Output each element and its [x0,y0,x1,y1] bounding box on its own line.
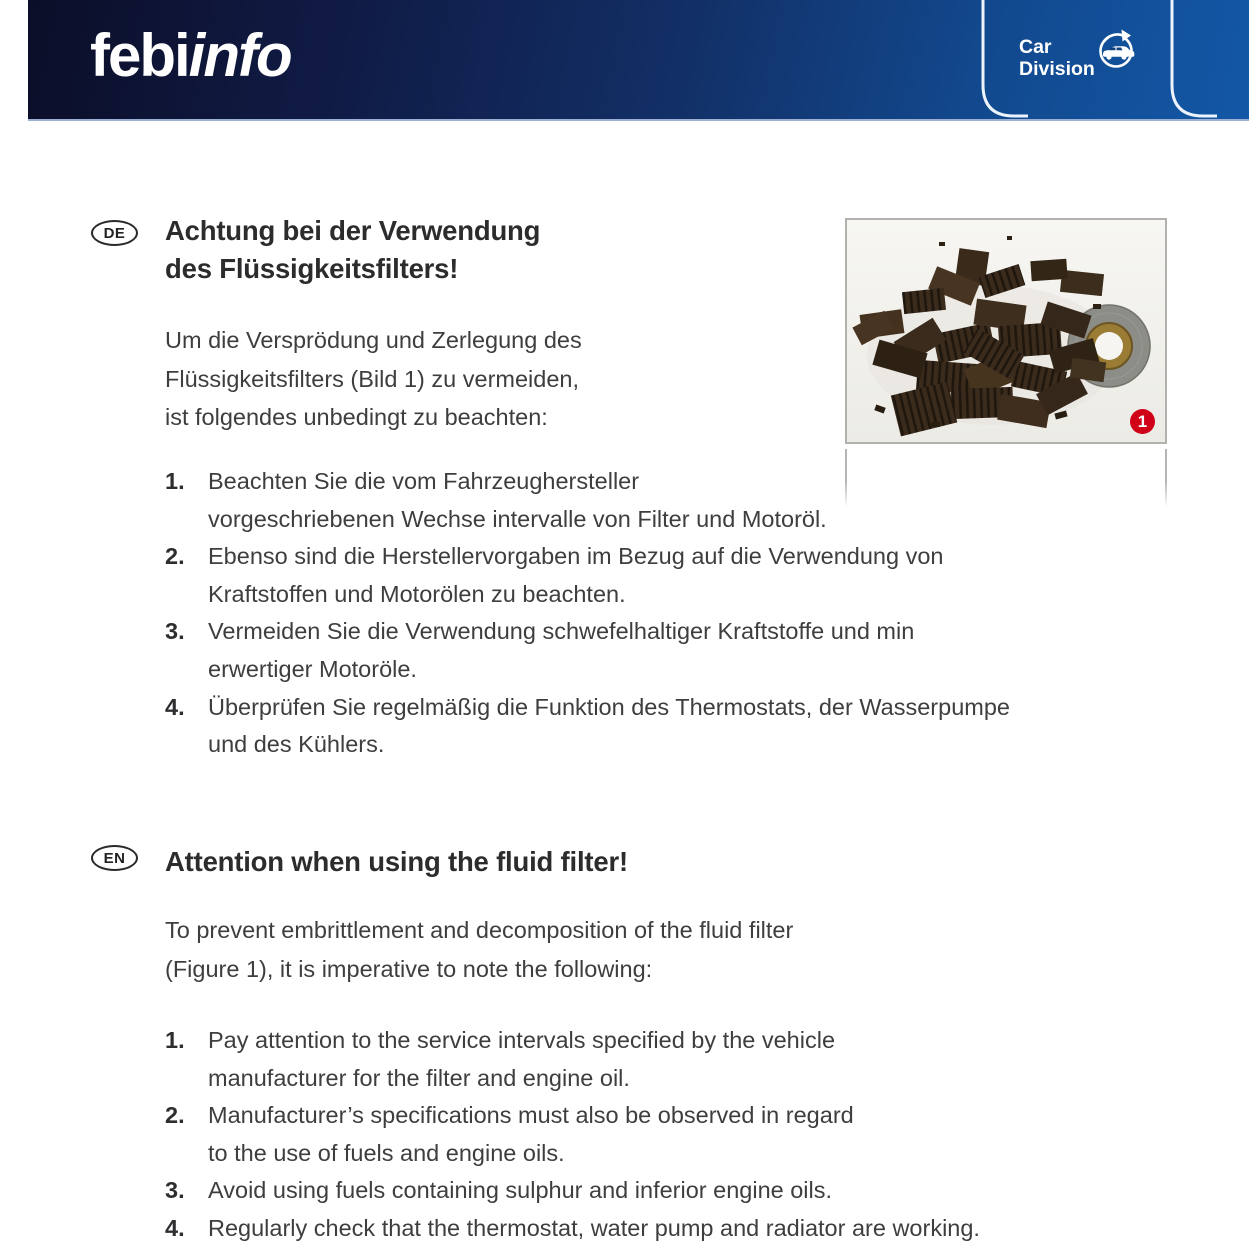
de-intro-line1: Um die Versprödung und Zerlegung des [165,327,582,353]
item-text-line: Überprüfen Sie regelmäßig die Funktion des Thermostats, der Wasserpumpe [208,693,1010,720]
en-intro-paragraph [165,911,793,988]
item-text-line: manufacturer for the filter and engine oil. [208,1064,630,1091]
item-number: 3. [165,618,185,645]
car-division-line2: Division [1019,58,1095,80]
item-text-line: erwertiger Motoröle. [208,655,417,682]
item-number: 1. [165,1027,185,1053]
figure-1-photo [845,218,1167,444]
de-intro-line2: Flüssigkeitsfilters (Bild 1) zu vermeiden, [165,365,579,392]
item-number: 3. [165,1177,185,1204]
car-division-line1: Car [1019,36,1052,58]
broken-filter-photo [847,220,1165,442]
list-item [165,1172,1175,1210]
item-number: 4. [165,1214,185,1241]
car-rotation-icon [1096,28,1136,70]
item-text-line: Manufacturer’s specifications must also be observed in regard [208,1102,854,1129]
item-number: 1. [165,468,185,494]
item-text-line: und des Kühlers. [208,731,385,758]
list-item [165,538,1175,613]
item-number: 2. [165,543,185,570]
list-item [165,463,1175,538]
logo-brand: febi [90,22,189,89]
item-text-line: Kraftstoffen und Motorölen zu beachten. [208,580,626,607]
item-text-line: Vermeiden Sie die Verwendung schwefelhaltiger Kraftstoffe und min [208,618,915,645]
de-heading [165,212,540,288]
de-intro-line3: ist folgendes unbedingt zu beachten: [165,404,548,430]
de-numbered-list [165,463,1175,764]
en-intro-line2: (Figure 1), it is imperative to note the following: [165,955,653,982]
de-heading-line2: des Flüssigkeitsfilters! [165,253,459,284]
item-text-line: Pay attention to the service intervals specified by the vehicle [208,1027,836,1053]
en-intro-line1: To prevent embrittlement and decomposition of the fluid filter [165,917,794,943]
en-numbered-list [165,1022,1175,1248]
de-heading-line1: Achtung bei der Verwendung [165,215,541,246]
de-intro-paragraph [165,321,582,437]
en-heading [165,843,628,881]
item-number: 2. [165,1102,185,1129]
list-item [165,689,1175,764]
list-item [165,1097,1175,1172]
list-item [165,1022,1175,1097]
item-text-line: Regularly check that the thermostat, water pump and radiator are working. [208,1214,980,1241]
lang-badge-de: DE [91,220,138,246]
figure-number-badge: 1 [1130,409,1155,434]
item-text-line: Ebenso sind die Herstellervorgaben im Bezug auf die Verwendung von [208,543,944,570]
header-banner [28,0,1249,121]
list-item [165,613,1175,688]
item-text-line: Avoid using fuels containing sulphur and inferior engine oils. [208,1177,833,1204]
logo-suffix: info [188,22,291,89]
item-text-line: vorgeschriebenen Wechse intervalle von Filter und Motoröl. [208,505,827,532]
list-item [165,1210,1175,1248]
lang-badge-en: EN [91,845,138,871]
item-text-line: to the use of fuels and engine oils. [208,1139,565,1166]
car-division-badge [1019,36,1095,80]
item-number: 4. [165,693,185,720]
item-text-line: Beachten Sie die vom Fahrzeughersteller [208,468,640,494]
en-heading-line1: Attention when using the fluid filter! [165,846,628,877]
